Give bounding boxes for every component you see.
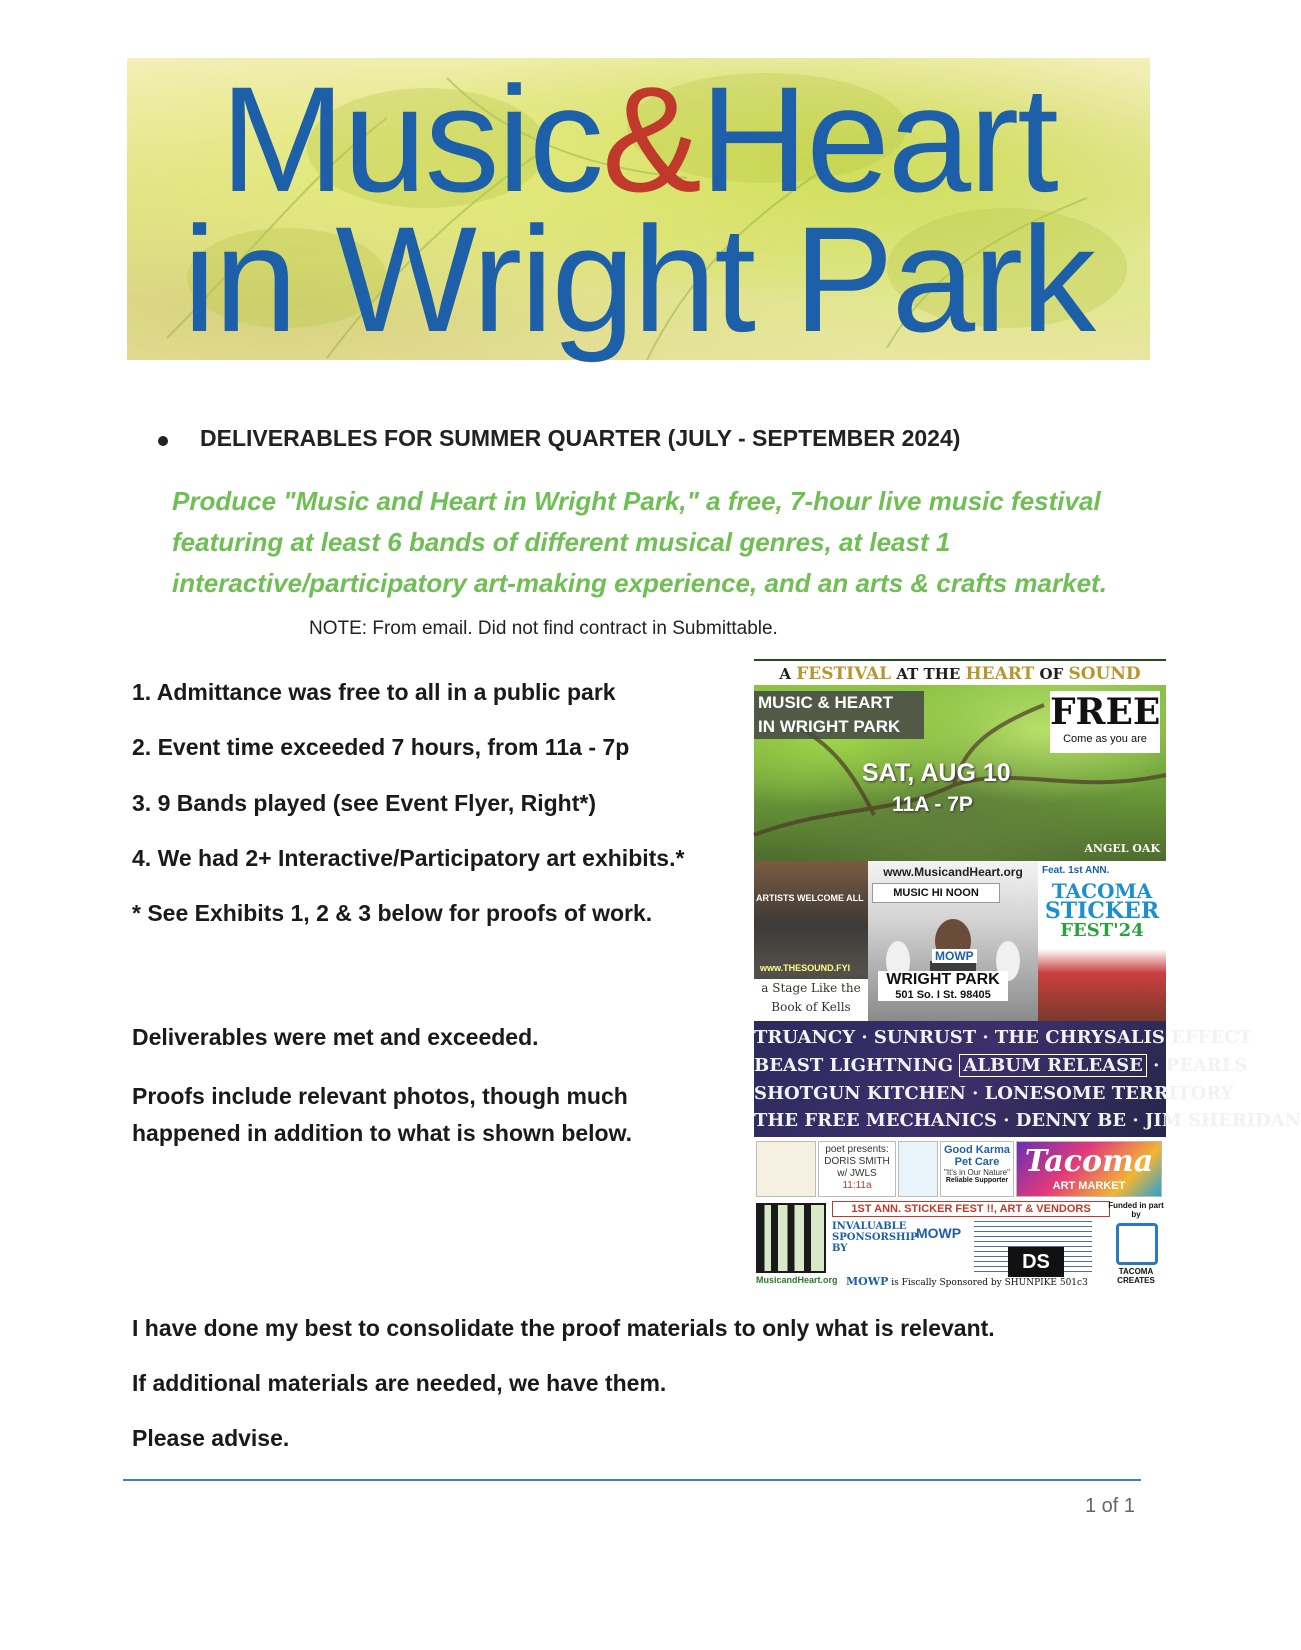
band-lineup [754, 1021, 1301, 1137]
contract-requirement-text: Produce "Music and Heart in Wright Park," a free, 7-hour live music festival featuring at least 6 bands of different musical genres, at least 1 interactive/participatory art-making experience, and an arts & crafts market. [172, 486, 1107, 598]
flyer-middle-collage [754, 861, 1166, 1021]
qr-code-icon [756, 1203, 826, 1273]
funded-label: Funded in part by [1108, 1201, 1164, 1219]
mowp-logo: MOWP [916, 1225, 962, 1241]
sponsor-strip [754, 1137, 1166, 1199]
flyer-tagline: A FESTIVAL AT THE HEART OF SOUND [779, 664, 1141, 684]
page-number: 1 of 1 [1085, 1495, 1136, 1517]
collage-center [868, 861, 1038, 1021]
flyer-title: MUSIC & HEART IN WRIGHT PARK [754, 691, 924, 739]
sticker-fest-logo: TACOMA STICKER FEST'24 [1044, 879, 1160, 941]
closing-line: If additional materials are needed, we have them. [132, 1370, 667, 1396]
poet-seal-icon [756, 1141, 816, 1197]
mh-website: MusicandHeart.org [756, 1275, 838, 1285]
band-line: THE FREE MECHANICS · DENNY BE · JIM SHERIDAN [754, 1110, 1301, 1131]
sponsorship-label: INVALUABLE SPONSORSHIP BY [832, 1221, 918, 1254]
sticker-fest-banner: 1ST ANN. STICKER FEST !!, ART & VENDORS [832, 1201, 1110, 1217]
collage-left: ARTISTS WELCOME ALL www.THESOUND.FYI a Stage Like the Book of Kells [754, 861, 868, 1021]
list-item: 3. 9 Bands played (see Event Flyer, Right*) [132, 790, 596, 816]
deliverables-heading: DELIVERABLES FOR SUMMER QUARTER (JULY - SEPTEMBER 2024) [200, 425, 961, 451]
closing-line: Please advise. [132, 1425, 290, 1451]
proofs-text: Proofs include relevant photos, though much happened in addition to what is shown below. [132, 1083, 633, 1146]
mowp-logo: MOWP [932, 949, 977, 963]
list-item: 1. Admittance was free to all in a public park [132, 679, 616, 705]
tacoma-art-market-box: Tacoma ART MARKET [1016, 1141, 1162, 1197]
event-date: SAT, AUG 10 [862, 759, 1011, 787]
good-karma-box: Good Karma Pet Care "It's in Our Nature" Reliable Supporter [940, 1141, 1014, 1197]
band-line: BEAST LIGHTNING ALBUM RELEASE · PEARLS [754, 1055, 1248, 1076]
note-text: NOTE: From email. Did not find contract in Submittable. [309, 618, 778, 639]
header-banner [127, 55, 1150, 363]
poet-box: poet presents: DORIS SMITH w/ JWLS 11:11a [818, 1141, 896, 1197]
closing-line: I have done my best to consolidate the proof materials to only what is relevant. [132, 1315, 995, 1341]
stage-caption: a Stage Like the Book of Kells [754, 979, 868, 1021]
tacoma-creates-icon [1116, 1223, 1158, 1265]
list-item: 2. Event time exceeded 7 hours, from 11a - 7p [132, 734, 630, 760]
ampersand: & [601, 55, 700, 223]
banner-title-line-1: Music&Heart [220, 55, 1057, 223]
flyer-website: www.MusicandHeart.org [883, 865, 1023, 879]
flyer-bottom [754, 1199, 1166, 1287]
fiscal-sponsor-line: MOWP is Fiscally Sponsored by SHUNPIKE 501c3 [846, 1275, 1088, 1288]
tacoma-creates-label: TACOMA CREATES [1117, 1267, 1155, 1285]
free-badge: FREE Come as you are [1050, 691, 1160, 753]
flyer-top-rule [754, 659, 1166, 661]
banner-title-line-2: in Wright Park [182, 195, 1095, 363]
list-item: 4. We had 2+ Interactive/Participatory art exhibits.* [132, 845, 685, 871]
karma-logo-icon [898, 1141, 938, 1197]
deliverables-met-text: Deliverables were met and exceeded. [132, 1024, 539, 1050]
band-line: TRUANCY · SUNRUST · THE CHRYSALIS EFFECT [754, 1027, 1252, 1048]
event-time: 11A - 7P [892, 793, 973, 816]
event-flyer [754, 659, 1301, 1288]
band-line: SHOTGUN KITCHEN · LONESOME TERRITORY [754, 1083, 1234, 1104]
footer-divider [123, 1479, 1141, 1481]
hi-noon-label: MUSIC HI NOON [872, 883, 1000, 903]
collage-right: Feat. 1st ANN. TACOMA STICKER FEST'24 [1038, 861, 1166, 1021]
venue-box: WRIGHT PARK 501 So. I St. 98405 [878, 971, 1008, 1001]
ds-logo: DS [1008, 1247, 1064, 1277]
flyer-hero-tree [754, 685, 1166, 861]
exhibits-footnote: * See Exhibits 1, 2 & 3 below for proofs of work. [132, 900, 653, 926]
photo-credit: ANGEL OAK [1084, 842, 1160, 855]
